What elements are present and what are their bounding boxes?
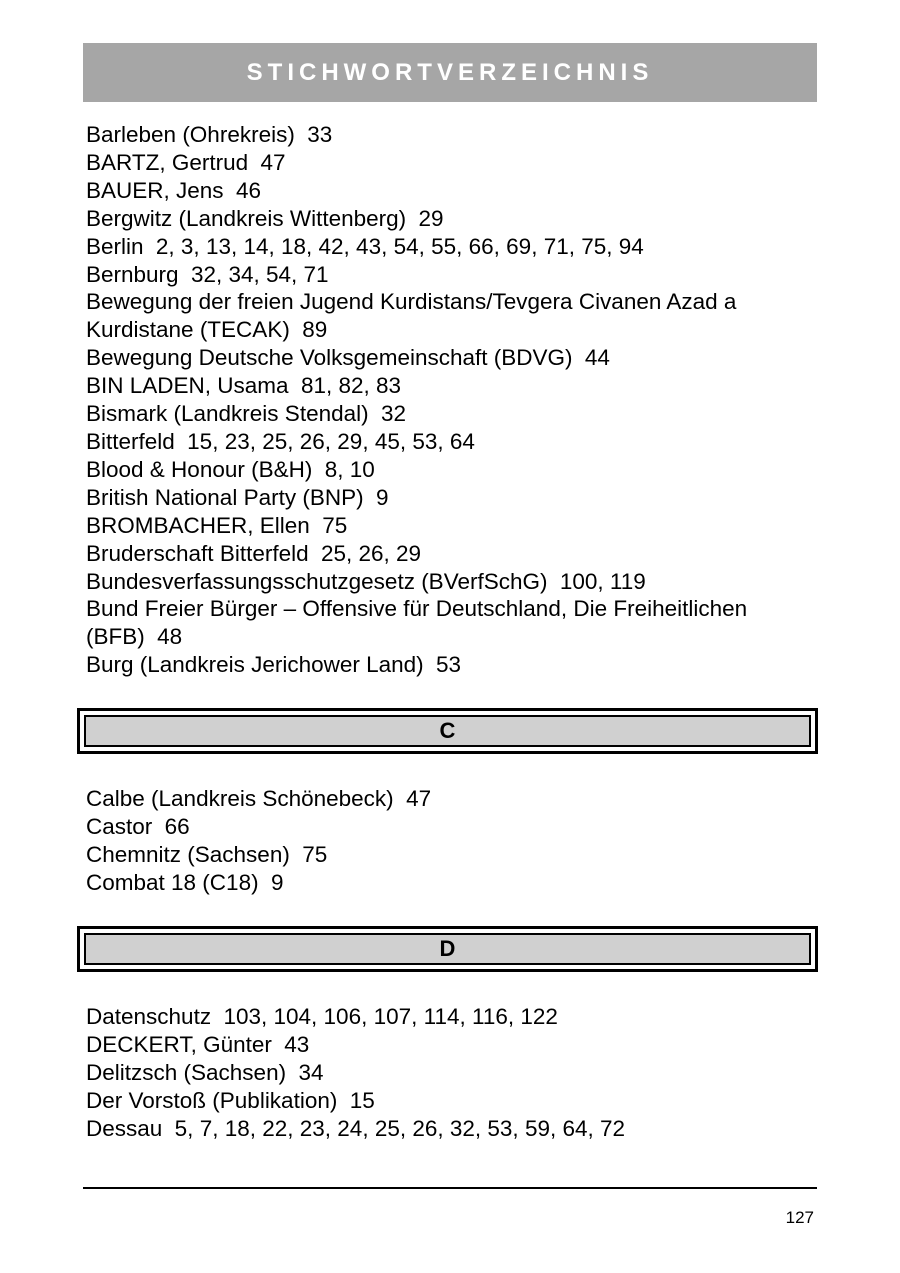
index-pages: 89: [302, 317, 328, 343]
index-entry: [86, 1003, 816, 1031]
index-entry: [86, 177, 816, 205]
index-term: British National Party (BNP): [86, 484, 364, 510]
section-header-c: [77, 708, 818, 754]
index-entry: [86, 841, 816, 869]
index-entry: [86, 205, 816, 233]
index-pages: 75: [322, 512, 348, 538]
index-term: BAUER, Jens: [86, 177, 224, 203]
index-term: Blood & Honour (B&H): [86, 456, 313, 482]
index-term: Bernburg: [86, 261, 179, 287]
index-term: BIN LADEN, Usama: [86, 373, 289, 399]
index-list-d: [86, 1003, 816, 1143]
section-header-d: [77, 926, 818, 972]
index-pages: 29: [418, 205, 444, 231]
index-pages: 46: [235, 177, 261, 203]
index-pages: 66: [164, 813, 190, 839]
index-term: BROMBACHER, Ellen: [86, 512, 310, 538]
index-term: Bismark (Landkreis Stendal): [86, 401, 369, 427]
index-pages: 34: [298, 1059, 324, 1085]
index-entry: [86, 1087, 816, 1115]
index-list-c: [86, 785, 816, 897]
index-pages: 15: [349, 1087, 375, 1113]
index-entry: [86, 400, 816, 428]
index-pages: 47: [260, 149, 286, 175]
index-pages: 100, 119: [559, 568, 646, 594]
index-entry: [86, 288, 816, 344]
index-header-bar: [83, 43, 817, 102]
index-entry: [86, 869, 816, 897]
index-pages: 81, 82, 83: [300, 373, 402, 399]
index-entry: [86, 428, 816, 456]
index-entry: [86, 1031, 816, 1059]
index-pages: 48: [157, 624, 183, 650]
index-term: Chemnitz (Sachsen): [86, 841, 290, 867]
index-entry: [86, 344, 816, 372]
index-pages: 44: [584, 345, 610, 371]
index-pages: 43: [284, 1031, 310, 1057]
index-entry: [86, 484, 816, 512]
index-term: Burg (Landkreis Jerichower Land): [86, 652, 424, 678]
index-term: Barleben (Ohrekreis): [86, 122, 295, 147]
index-pages: 5, 7, 18, 22, 23, 24, 25, 26, 32, 53, 59, 64, 72: [174, 1115, 626, 1141]
index-pages: 53: [436, 652, 462, 678]
index-term: Delitzsch (Sachsen): [86, 1059, 287, 1085]
index-term: Datenschutz: [86, 1004, 212, 1029]
index-term: Bitterfeld: [86, 428, 175, 454]
index-pages: 15, 23, 25, 26, 29, 45, 53, 64: [187, 428, 475, 454]
index-term: Bewegung der freien Jugend Kurdistans/Tevgera Civanen Azad a Kurdistane (TECAK): [86, 289, 737, 343]
index-title: STICHWORTVERZEICHNIS: [246, 58, 654, 86]
index-entry: [86, 1059, 816, 1087]
index-entry: [86, 785, 816, 813]
index-list-b: [86, 121, 816, 679]
index-entry: [86, 456, 816, 484]
index-entry: [86, 149, 816, 177]
index-pages: 33: [307, 122, 333, 147]
index-pages: 2, 3, 13, 14, 18, 42, 43, 54, 55, 66, 69, 71, 75, 94: [155, 233, 644, 259]
index-entry: [86, 813, 816, 841]
index-pages: 9: [375, 484, 389, 510]
index-entry: [86, 261, 816, 289]
index-term: Combat 18 (C18): [86, 869, 259, 895]
index-pages: 8, 10: [324, 456, 375, 482]
section-letter-c: C: [84, 715, 811, 747]
index-term: Bergwitz (Landkreis Wittenberg): [86, 205, 407, 231]
index-pages: 32, 34, 54, 71: [190, 261, 329, 287]
index-entry: [86, 1115, 816, 1143]
index-term: BARTZ, Gertrud: [86, 149, 249, 175]
section-letter-d: D: [84, 933, 811, 965]
index-entry: [86, 121, 816, 149]
index-term: Der Vorstoß (Publikation): [86, 1087, 338, 1113]
index-entry: [86, 595, 816, 651]
index-entry: [86, 233, 816, 261]
index-term: Castor: [86, 813, 153, 839]
index-term: DECKERT, Günter: [86, 1031, 272, 1057]
index-term: Calbe (Landkreis Schönebeck): [86, 786, 394, 811]
index-entry: [86, 651, 816, 679]
footer-divider: [83, 1187, 817, 1189]
index-term: Bewegung Deutsche Volksgemeinschaft (BDVG): [86, 345, 573, 371]
index-term: Bundesverfassungsschutzgesetz (BVerfSchG): [86, 568, 548, 594]
index-term: Bruderschaft Bitterfeld: [86, 540, 309, 566]
index-pages: 32: [381, 401, 407, 427]
index-pages: 9: [270, 869, 284, 895]
index-term: Bund Freier Bürger – Offensive für Deutschland, Die Freiheitlichen (BFB): [86, 596, 748, 650]
index-entry: [86, 512, 816, 540]
index-pages: 47: [406, 786, 432, 811]
index-pages: 103, 104, 106, 107, 114, 116, 122: [223, 1004, 558, 1029]
index-entry: [86, 568, 816, 596]
index-pages: 25, 26, 29: [320, 540, 422, 566]
index-term: Dessau: [86, 1115, 163, 1141]
index-entry: [86, 372, 816, 400]
index-term: Berlin: [86, 233, 144, 259]
index-entry: [86, 540, 816, 568]
index-pages: 75: [302, 841, 328, 867]
page-number: 127: [785, 1208, 814, 1227]
